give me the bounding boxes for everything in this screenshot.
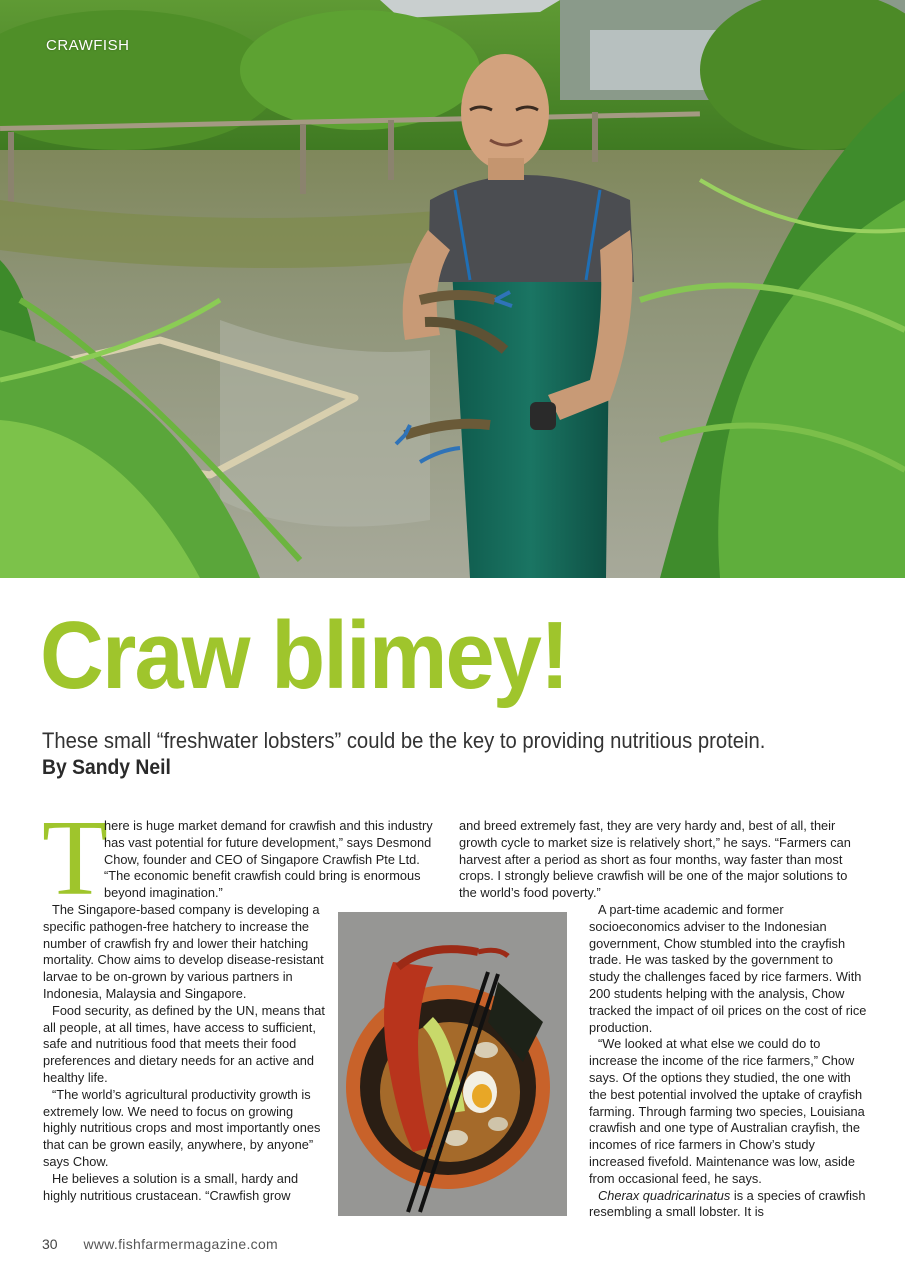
right-column — [589, 902, 867, 1221]
headline: Craw blimey! — [40, 602, 568, 709]
body-paragraph: Food security, as defined by the UN, means that all people, at all times, have access to sufficient, safe and nutritious food that meets their food preferences and dietary needs for an active and healthy life. — [43, 1002, 325, 1085]
body-paragraph: A part-time academic and former socioeconomics adviser to the Indonesian government, Chow stumbled into the crayfish trade. He was tasked by the government to study the challenges faced by rice farmers. With 200 students helping with the analysis, Chow tracked the impact of oil prices on the cost of rice production. — [589, 902, 867, 1035]
species-text: is a species of crawfish resembling a small lobster. It is — [589, 1187, 866, 1220]
species-name: Cherax quadricarinatus — [598, 1187, 731, 1203]
right-column-top — [459, 818, 864, 902]
byline: By Sandy Neil — [42, 756, 171, 779]
left-column — [43, 902, 325, 1204]
lead-paragraph — [104, 818, 444, 902]
crawfish-dish-photo — [338, 912, 567, 1216]
body-paragraph — [589, 1188, 867, 1222]
section-label: CRAWFISH — [46, 37, 130, 54]
body-paragraph: “We looked at what else we could do to increase the income of the rice farmers,” Chow says. Of the options they studied, the one with the best potential involved the uptake of crayfish farming. Through farming two species, Louisiana crawfish and one type of Australian crayfish, the incomes of rice farmers in Chow’s study increased fivefold. Maintenance was low, aside from occasional feed, he says. — [589, 1036, 865, 1186]
website-url: www.fishfarmermagazine.com — [83, 1236, 278, 1252]
body-paragraph: He believes a solution is a small, hardy and highly nutritious crustacean. “Crawfish grow — [43, 1170, 299, 1203]
body-paragraph: “The world’s agricultural productivity growth is extremely low. We need to focus on growing highly nutritious crops and most importantly ones that can be grown easily, anywhere, by anyone” says Chow. — [43, 1086, 321, 1169]
standfirst: These small “freshwater lobsters” could be the key to providing nutritious protein. — [42, 728, 766, 753]
hero-photo — [0, 0, 905, 578]
page-number: 30 — [42, 1236, 58, 1252]
body-paragraph: and breed extremely fast, they are very hardy and, best of all, their growth cycle to market size is relatively short,” he says. “Farmers can harvest after a period as short as four months, way faster than most crops. I strongly believe crawfish will be one of the major solutions to the world’s food poverty.” — [459, 818, 851, 901]
body-paragraph: The Singapore-based company is developing a specific pathogen-free hatchery to increase the number of crawfish fry and lower their hatching mortality. Chow aims to develop disease-resistant larvae to be on-grown by various partners in Indonesia, Malaysia and Singapore. — [43, 902, 324, 1001]
lead-text: here is huge market demand for crawfish and this industry has vast potential for future development,” says Desmond Chow, founder and CEO of Singapore Crawfish Pte Ltd. “The economic benefit crawfish could bring is enormous beyond imagination.” — [104, 818, 433, 901]
page-footer — [42, 1236, 278, 1252]
drop-cap: T — [42, 799, 108, 918]
